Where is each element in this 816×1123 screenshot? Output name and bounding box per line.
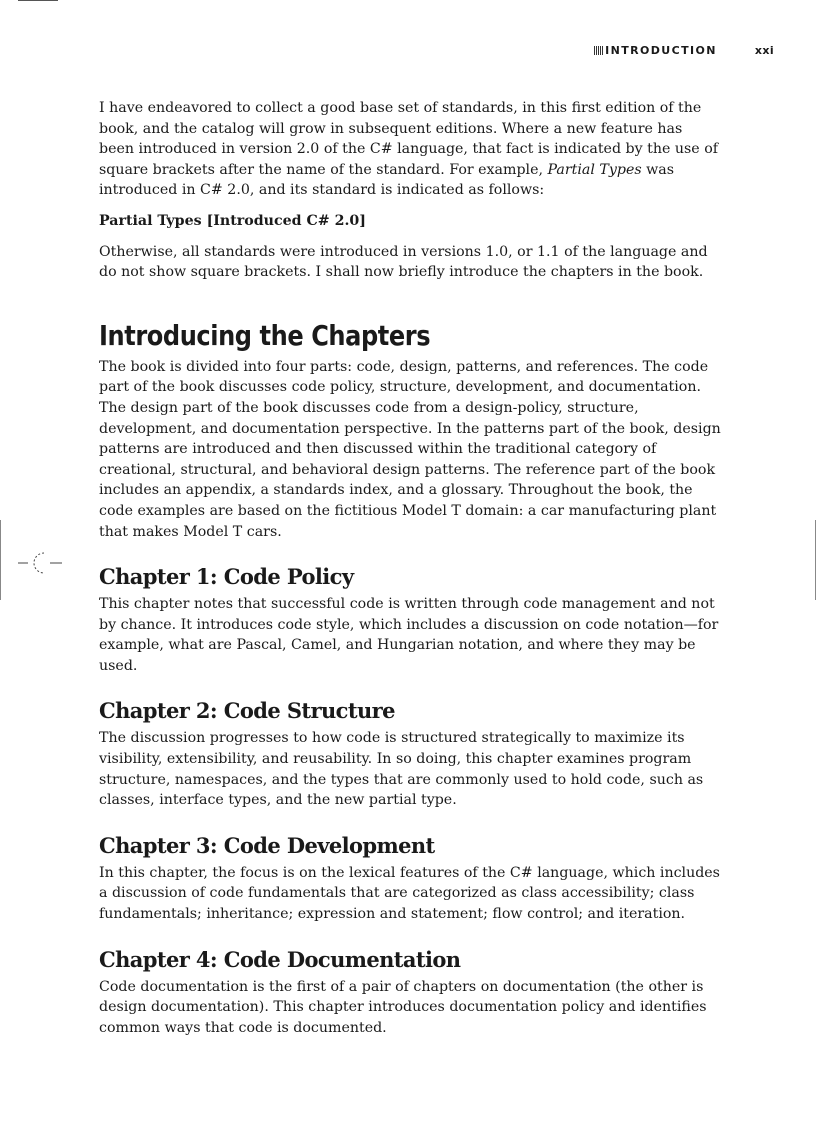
running-head [594,44,774,57]
chapter-3-paragraph: In this chapter, the focus is on the lexical features of the C# language, which includes a discussion of code fundamentals that are categorized as class accessibility; class fundamentals; inheritance; expression and statement; flow control; and iteration. [99,864,720,923]
chapter-2-heading: Chapter 2: Code Structure [99,698,395,724]
intro-paragraph-1 [99,98,721,201]
intro-italic-term: Partial Types [547,161,642,178]
standard-tag: [Introduced C# 2.0] [206,212,366,229]
chapter-4-heading: Chapter 4: Code Documentation [99,946,461,972]
chapter-3-heading: Chapter 3: Code Development [99,832,435,858]
section-paragraph: The book is divided into four parts: code, design, patterns, and references. The code part of the book discusses code policy, structure, development, and documentation. The design part of the book discusses code from a design-policy, structure, development, and documentation perspective. In the patterns part of the book, design patterns are introduced and then discussed within the traditional category of creational, structural, and behavioral design patterns. The reference part of the book includes an appendix, a standards index, and a glossary. Throughout the book, the code examples are based on the fictitious Model T domain: a car manufacturing plant that makes Model T cars. [99,358,721,540]
registration-mark-icon [18,548,62,578]
standard-example [99,211,721,232]
running-head-section: INTRODUCTION [605,44,717,57]
crop-mark-top [18,0,58,1]
margin-rule-left [0,520,1,600]
intro-text-2: was introduced in C# 2.0, and its standard is indicated as follows: [99,161,675,199]
chapter-1-paragraph: This chapter notes that successful code is written through code management and not by chance. It introduces code style, which includes a discussion on code notation—for example, what are Pascal, Camel, and Hungarian notation, and where they may be used. [99,596,719,674]
chapter-4-paragraph: Code documentation is the first of a pair of chapters on documentation (the other is design documentation). This chapter introduces documentation policy and identifies common ways that code is documented. [99,978,707,1036]
standard-name: Partial Types [99,212,202,229]
intro-text-1: I have endeavored to collect a good base set of standards, in this first edition of the book, and the catalog will grow in subsequent editions. Where a new feature has been introduced in version 2.0 of the C# language, that fact is indicated by the use of square brackets after the name of the standard. For example, [99,100,718,178]
section-heading: Introducing the Chapters [99,318,431,352]
chapter-1-heading: Chapter 1: Code Policy [99,564,354,590]
intro-paragraph-2: Otherwise, all standards were introduced in versions 1.0, or 1.1 of the language and do not show square brackets. I shall now briefly introduce the chapters in the book. [99,243,708,281]
page-body [99,98,721,1038]
chapter-2-paragraph: The discussion progresses to how code is structured strategically to maximize its visibility, extensibility, and reusability. In so doing, this chapter examines program structure, namespaces, and the types that are commonly used to hold code, such as classes, interface types, and the new partial type. [99,730,704,809]
running-head-bar-icon [594,46,603,55]
page-number: xxi [754,44,774,57]
